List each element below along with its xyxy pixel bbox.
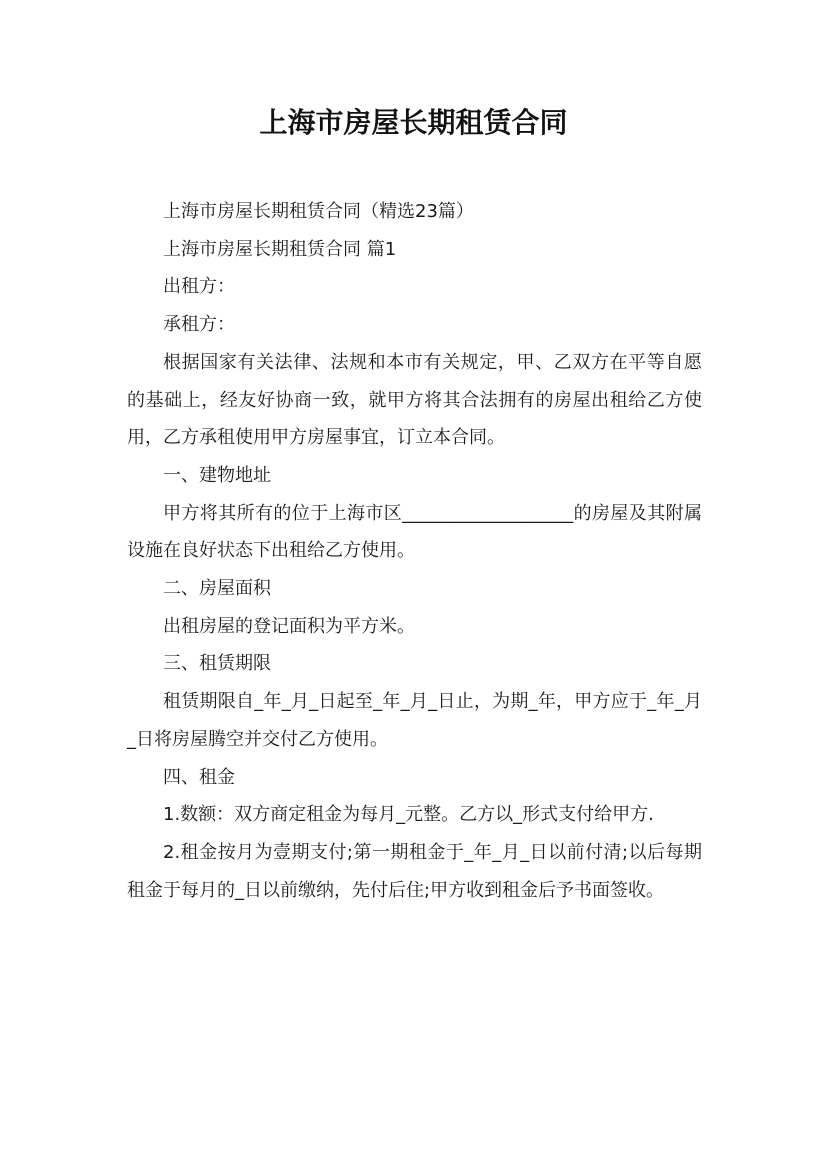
paragraph-subtitle: 上海市房屋长期租赁合同（精选23篇） bbox=[163, 201, 474, 222]
paragraph-section-heading: 上海市房屋长期租赁合同 篇1 bbox=[163, 238, 397, 260]
document-title: 上海市房屋长期租赁合同 bbox=[259, 106, 568, 139]
paragraph-lessor: 出租方： bbox=[163, 276, 235, 298]
paragraph-address: 甲方将其所有的位于上海市区___________________的房屋及其附属设施在良好状态下出租给乙方使用。 bbox=[127, 502, 702, 562]
paragraph-preamble: 根据国家有关法律、法规和本市有关规定，甲、乙双方在平等自愿的基础上，经友好协商一致，就甲方将其合法拥有的房屋出租给乙方使用，乙方承租使用甲方房屋事宜，订立本合同。 bbox=[127, 351, 702, 449]
paragraph-rent-payment: 2.租金按月为壹期支付;第一期租金于_年_月_日以前付清;以后每期租金于每月的_日以前缴纳，先付后住;甲方收到租金后予书面签收。 bbox=[127, 841, 702, 901]
paragraph-heading-area: 二、房屋面积 bbox=[163, 578, 271, 600]
paragraph-area: 出租房屋的登记面积为平方米。 bbox=[163, 615, 415, 637]
paragraph-heading-address: 一、建物地址 bbox=[163, 464, 271, 486]
paragraph-heading-term: 三、租赁期限 bbox=[163, 653, 271, 675]
paragraph-heading-rent: 四、租金 bbox=[163, 766, 235, 788]
paragraph-lessee: 承租方： bbox=[163, 314, 235, 336]
document-body bbox=[127, 193, 702, 909]
paragraph-rent-amount: 1.数额：双方商定租金为每月_元整。乙方以_形式支付给甲方. bbox=[163, 804, 654, 826]
paragraph-term: 租赁期限自_年_月_日起至_年_月_日止，为期_年，甲方应于_年_月_日将房屋腾空并交付乙方使用。 bbox=[127, 691, 702, 750]
